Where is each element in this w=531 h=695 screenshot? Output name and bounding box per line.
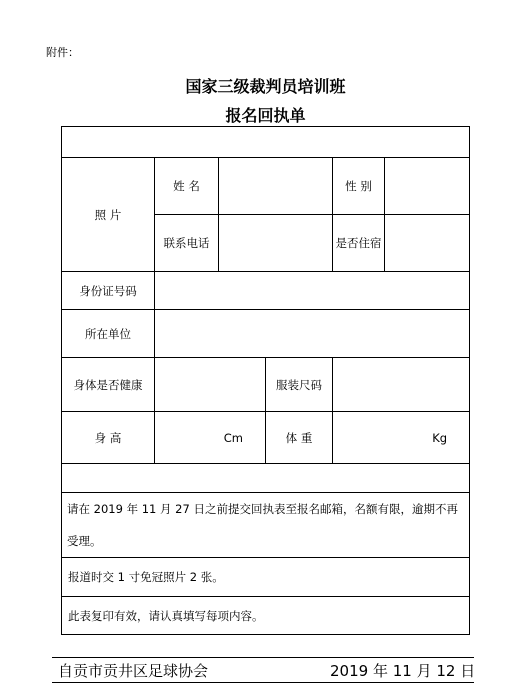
weight-unit: Kg xyxy=(432,430,448,445)
id-number-field[interactable] xyxy=(155,272,470,310)
page-subtitle: 报名回执单 xyxy=(225,106,306,125)
phone-label: 联系电话 xyxy=(155,215,219,272)
height-unit: Cm xyxy=(223,430,243,445)
gender-field[interactable] xyxy=(385,158,470,215)
footer-organization: 自贡市贡井区足球协会 xyxy=(58,662,209,680)
health-field[interactable] xyxy=(155,358,266,412)
employer-label: 所在单位 xyxy=(62,310,155,358)
lodging-label: 是否住宿 xyxy=(333,215,385,272)
footer-bottom-rule xyxy=(52,682,474,683)
weight-label: 体 重 xyxy=(266,412,333,464)
deadline-note-line1: 请在 2019 年 11 月 27 日之前提交回执表至报名邮箱，名额有限，逾期不再 xyxy=(67,502,458,516)
height-field[interactable] xyxy=(155,412,266,464)
health-label: 身体是否健康 xyxy=(62,358,155,412)
registration-form-table xyxy=(61,126,470,635)
blank-top-row xyxy=(62,127,470,158)
height-label: 身 高 xyxy=(62,412,155,464)
clothing-size-label: 服装尺码 xyxy=(266,358,333,412)
deadline-note xyxy=(62,493,470,558)
copy-valid-note: 此表复印有效，请认真填写每项内容。 xyxy=(62,597,470,635)
clothing-size-field[interactable] xyxy=(333,358,470,412)
lodging-field[interactable] xyxy=(385,215,470,272)
employer-field[interactable] xyxy=(155,310,470,358)
photo-cell[interactable] xyxy=(62,158,155,272)
id-number-label: 身份证号码 xyxy=(62,272,155,310)
name-field[interactable] xyxy=(219,158,333,215)
footer-top-rule xyxy=(52,657,474,658)
gender-label: 性 别 xyxy=(333,158,385,215)
photo-submission-note: 报道时交 1 寸免冠照片 2 张。 xyxy=(62,558,470,597)
attachment-label: 附件： xyxy=(46,46,79,59)
blank-separator-row xyxy=(62,464,470,493)
page-title: 国家三级裁判员培训班 xyxy=(185,77,346,96)
name-label: 姓 名 xyxy=(155,158,219,215)
photo-label: 照 片 xyxy=(94,207,122,222)
weight-field[interactable] xyxy=(333,412,470,464)
phone-field[interactable] xyxy=(219,215,333,272)
deadline-note-line2: 受理。 xyxy=(67,534,102,548)
footer-date: 2019 年 11 月 12 日 xyxy=(330,662,476,680)
